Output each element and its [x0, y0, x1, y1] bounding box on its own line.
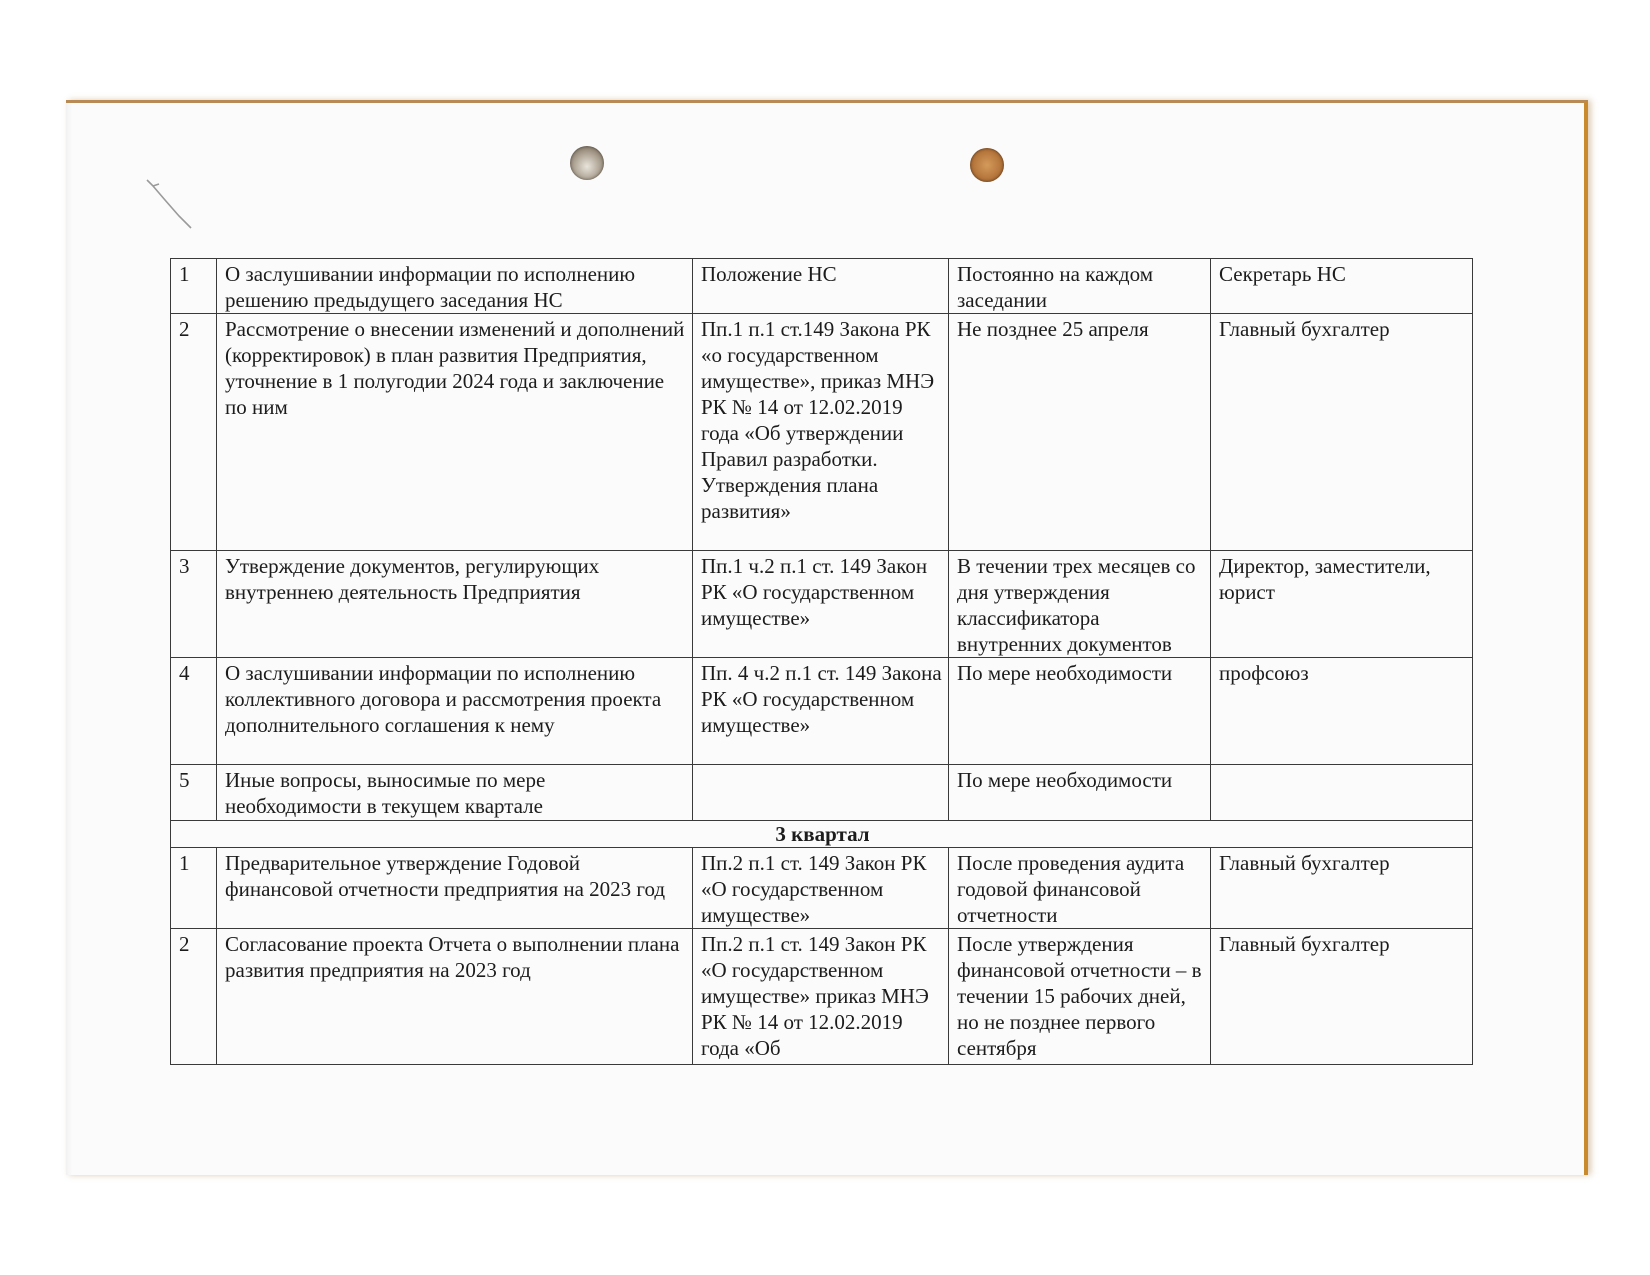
responsible-cell [1211, 765, 1473, 821]
table-row [171, 848, 1473, 929]
basis-cell: Положение НС [693, 259, 949, 314]
responsible-cell: Главный бухгалтер [1211, 314, 1473, 551]
table-row [171, 551, 1473, 658]
basis-cell: Пп.2 п.1 ст. 149 Закон РК «О государственном имуществе» [693, 848, 949, 929]
pencil-mark [145, 178, 195, 230]
deadline-cell: После утверждения финансовой отчетности – в течении 15 рабочих дней, но не позднее первого сентября [949, 929, 1211, 1065]
punch-hole-right [970, 148, 1004, 182]
question-cell: О заслушивании информации по исполнению решению предыдущего заседания НС [217, 259, 693, 314]
basis-cell: Пп.1 ч.2 п.1 ст. 149 Закон РК «О государственном имуществе» [693, 551, 949, 658]
table-row [171, 929, 1473, 1065]
question-cell: О заслушивании информации по исполнению коллективного договора и рассмотрения проекта дополнительного соглашения к нему [217, 658, 693, 765]
row-number: 3 [171, 551, 217, 658]
section-row [171, 821, 1473, 848]
section-title: 3 квартал [171, 821, 1473, 848]
responsible-cell: Секретарь НС [1211, 259, 1473, 314]
row-number: 1 [171, 259, 217, 314]
question-cell: Утверждение документов, регулирующих внутреннею деятельность Предприятия [217, 551, 693, 658]
basis-cell: Пп.1 п.1 ст.149 Закона РК «о государственном имуществе», приказ МНЭ РК № 14 от 12.02.2019 года «Об утверждении Правил разработки. Утверждения плана развития» [693, 314, 949, 551]
deadline-cell: Не позднее 25 апреля [949, 314, 1211, 551]
row-number: 4 [171, 658, 217, 765]
row-number: 2 [171, 314, 217, 551]
table-row [171, 658, 1473, 765]
basis-cell: Пп.2 п.1 ст. 149 Закон РК «О государственном имуществе» приказ МНЭ РК № 14 от 12.02.2019 года «Об [693, 929, 949, 1065]
responsible-cell: Главный бухгалтер [1211, 848, 1473, 929]
responsible-cell: профсоюз [1211, 658, 1473, 765]
row-number: 1 [171, 848, 217, 929]
meeting-plan-table [170, 258, 1473, 1065]
deadline-cell: После проведения аудита годовой финансовой отчетности [949, 848, 1211, 929]
question-cell: Рассмотрение о внесении изменений и дополнений (корректировок) в план развития Предприятия, уточнение в 1 полугодии 2024 года и заключение по ним [217, 314, 693, 551]
table-row [171, 765, 1473, 821]
table-row [171, 259, 1473, 314]
basis-cell [693, 765, 949, 821]
question-cell: Согласование проекта Отчета о выполнении плана развития предприятия на 2023 год [217, 929, 693, 1065]
question-cell: Иные вопросы, выносимые по мере необходимости в текущем квартале [217, 765, 693, 821]
deadline-cell: Постоянно на каждом заседании [949, 259, 1211, 314]
responsible-cell: Главный бухгалтер [1211, 929, 1473, 1065]
deadline-cell: По мере необходимости [949, 658, 1211, 765]
row-number: 2 [171, 929, 217, 1065]
row-number: 5 [171, 765, 217, 821]
deadline-cell: По мере необходимости [949, 765, 1211, 821]
responsible-cell: Директор, заместители, юрист [1211, 551, 1473, 658]
table-row [171, 314, 1473, 551]
deadline-cell: В течении трех месяцев со дня утверждения классификатора внутренних документов [949, 551, 1211, 658]
punch-hole-left [570, 146, 604, 180]
question-cell: Предварительное утверждение Годовой финансовой отчетности предприятия на 2023 год [217, 848, 693, 929]
basis-cell: Пп. 4 ч.2 п.1 ст. 149 Закона РК «О государственном имуществе» [693, 658, 949, 765]
